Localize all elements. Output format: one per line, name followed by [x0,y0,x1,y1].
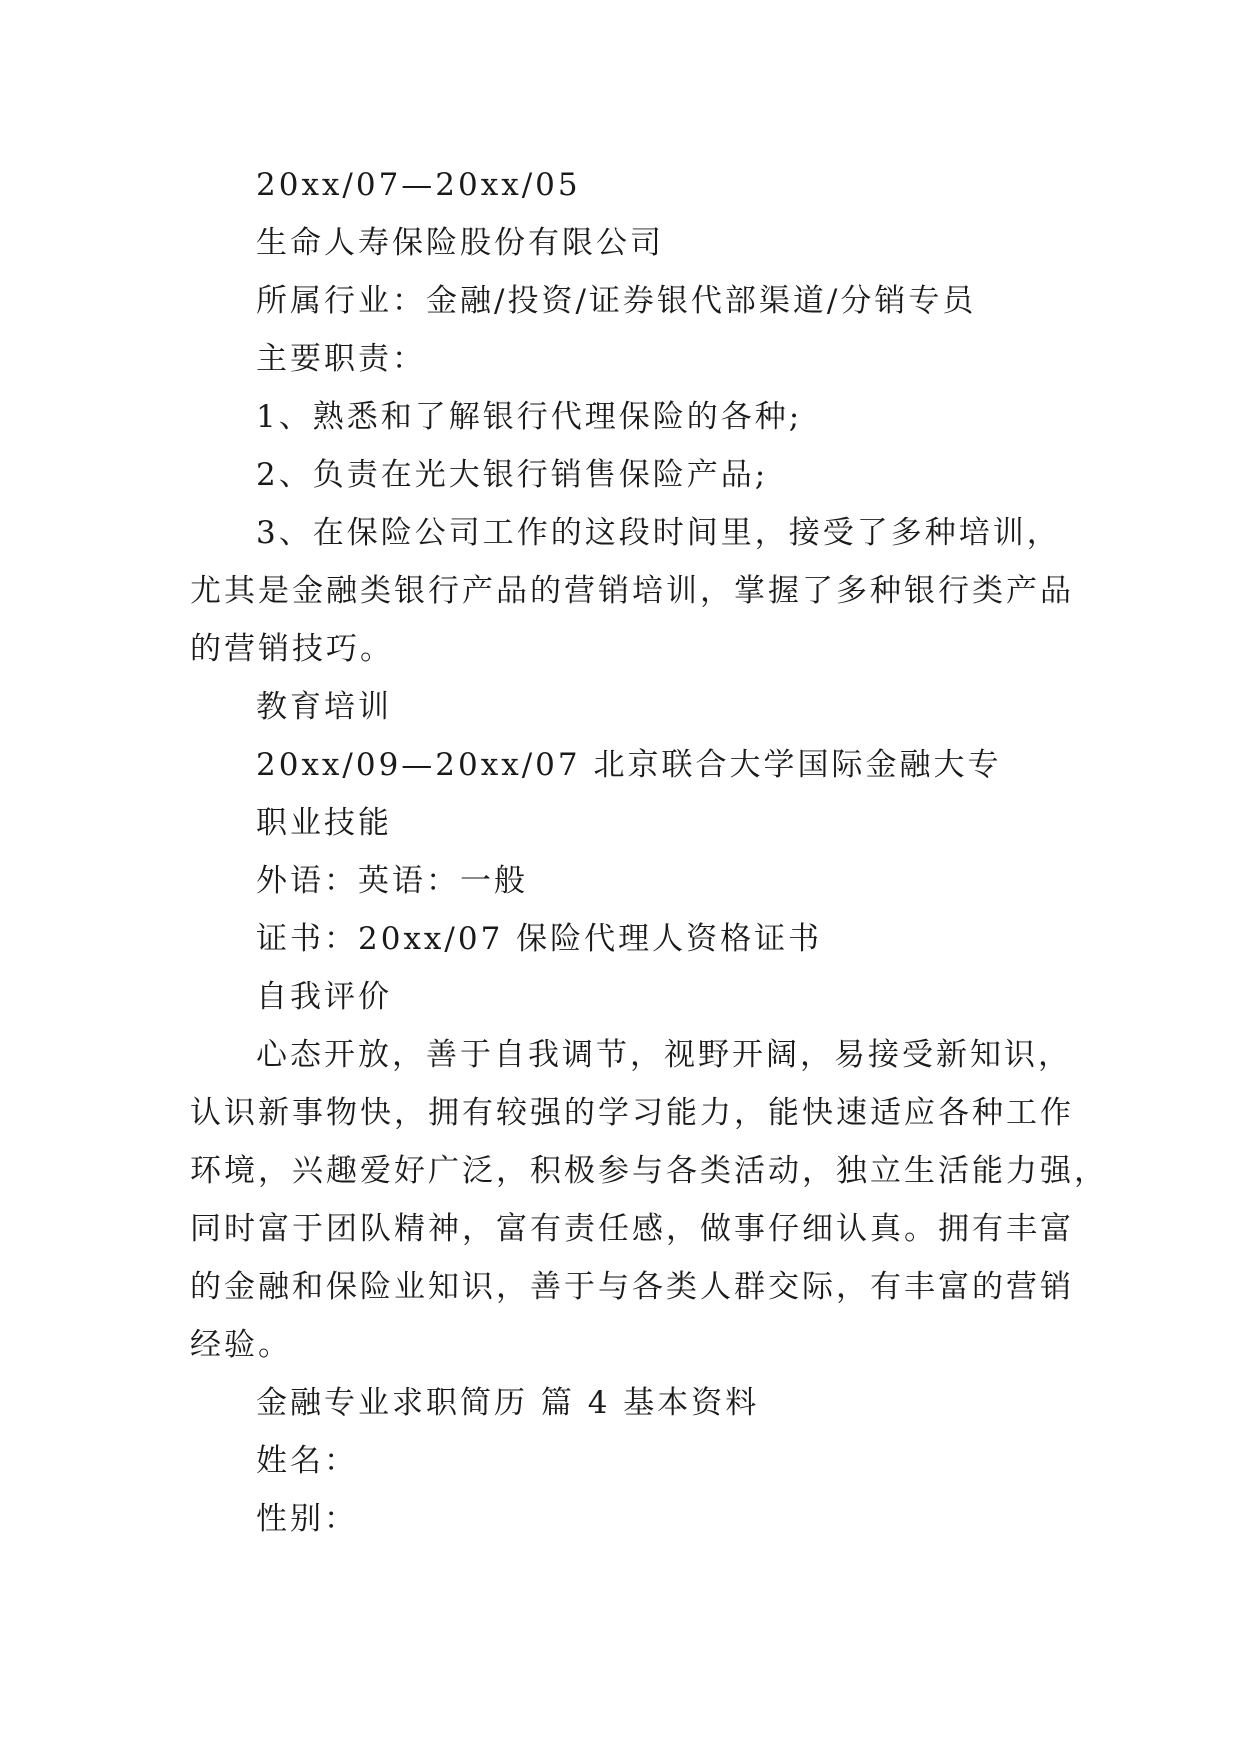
certificate: 证书：20xx/07 保险代理人资格证书 [256,921,823,957]
industry: 所属行业：金融/投资/证券银代部渠道/分销专员 [256,283,977,319]
company-name: 生命人寿保险股份有限公司 [256,225,664,261]
self-evaluation-line-3: 环境，兴趣爱好广泛，积极参与各类活动，独立生活能力强， [190,1153,1108,1189]
self-evaluation-line-6: 经验。 [190,1327,292,1363]
duties-heading: 主要职责： [256,341,426,377]
gender-field-label: 性别： [256,1501,358,1537]
self-evaluation-heading: 自我评价 [256,979,392,1015]
name-field-label: 姓名： [256,1443,358,1479]
self-evaluation-line-1: 心态开放，善于自我调节，视野开阔，易接受新知识， [256,1037,1072,1073]
self-evaluation-line-4: 同时富于团队精神，富有责任感，做事仔细认真。拥有丰富 [190,1211,1074,1247]
duty-item-1: 1、熟悉和了解银行代理保险的各种; [256,399,803,435]
education-heading: 教育培训 [256,689,392,725]
skills-heading: 职业技能 [256,805,392,841]
language-skill: 外语：英语：一般 [256,863,528,899]
section-title: 金融专业求职简历 篇 4 基本资料 [256,1385,760,1421]
work-period: 20xx/07—20xx/05 [256,167,581,203]
self-evaluation-line-5: 的金融和保险业知识，善于与各类人群交际，有丰富的营销 [190,1269,1074,1305]
duty-item-2: 2、负责在光大银行销售保险产品; [256,457,769,493]
duty-item-3-cont-1: 尤其是金融类银行产品的营销培训，掌握了多种银行类产品 [190,573,1074,609]
education-entry: 20xx/09—20xx/07 北京联合大学国际金融大专 [256,747,1002,783]
duty-item-3: 3、在保险公司工作的这段时间里，接受了多种培训， [256,515,1061,551]
self-evaluation-line-2: 认识新事物快，拥有较强的学习能力，能快速适应各种工作 [190,1095,1074,1131]
duty-item-3-cont-2: 的营销技巧。 [190,631,394,667]
